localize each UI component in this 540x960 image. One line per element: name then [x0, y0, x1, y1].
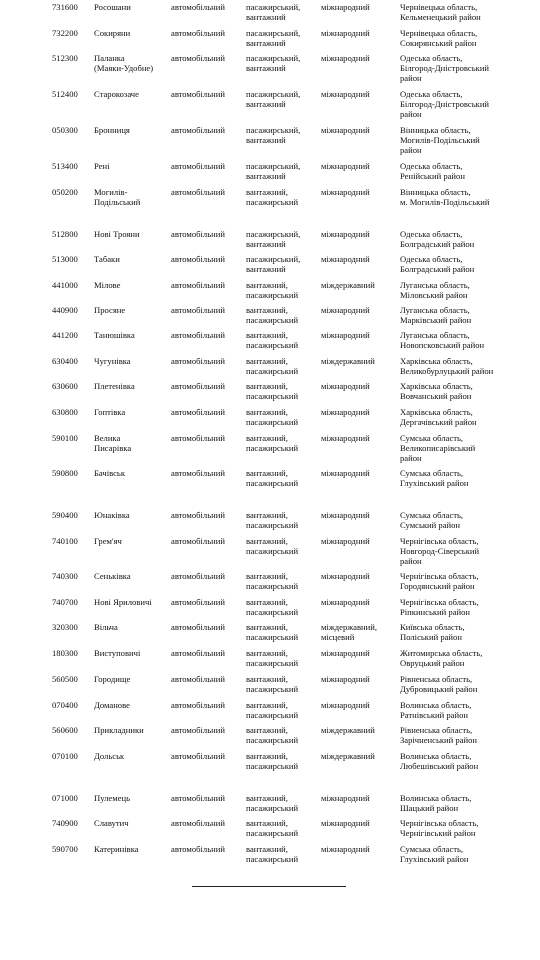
cell-transport: автомобільний	[171, 751, 225, 761]
cell-transport: автомобільний	[171, 818, 225, 828]
cell-transport: автомобільний	[171, 2, 225, 12]
cell-name: Сокиряни	[94, 28, 131, 38]
cell-code: 320300	[52, 622, 78, 632]
cell-status: міжнародний	[321, 330, 370, 340]
cell-name: Росошани	[94, 2, 131, 12]
cell-transport: автомобільний	[171, 725, 225, 735]
cell-name: Бачівськ	[94, 468, 126, 478]
cell-location: Чернівецька область, Сокирянський район	[400, 28, 478, 49]
cell-status: міжнародний	[321, 305, 370, 315]
cell-name: Мілове	[94, 280, 121, 290]
cell-status: міждержавний	[321, 725, 375, 735]
cell-kind: пасажирський, вантажний	[246, 28, 301, 49]
cell-location: Харківська область, Великобурлуцький район	[400, 356, 494, 377]
cell-kind: вантажний, пасажирський	[246, 844, 299, 865]
cell-code: 630600	[52, 381, 78, 391]
cell-location: Чернігівська область, Городянський район	[400, 571, 479, 592]
cell-location: Сумська область, Глухівський район	[400, 844, 469, 865]
cell-kind: вантажний, пасажирський	[246, 597, 299, 618]
cell-kind: вантажний, пасажирський	[246, 648, 299, 669]
cell-code: 560600	[52, 725, 78, 735]
cell-code: 731600	[52, 2, 78, 12]
cell-transport: автомобільний	[171, 674, 225, 684]
cell-name: Старокозаче	[94, 89, 139, 99]
cell-kind: вантажний, пасажирський	[246, 725, 299, 746]
cell-location: Сумська область, Великописарівський район	[400, 433, 476, 464]
cell-status: міжнародний	[321, 161, 370, 171]
cell-kind: пасажирський, вантажний	[246, 254, 301, 275]
cell-transport: автомобільний	[171, 622, 225, 632]
cell-kind: пасажирський, вантажний	[246, 89, 301, 110]
cell-kind: пасажирський, вантажний	[246, 2, 301, 23]
cell-kind: вантажний, пасажирський	[246, 468, 299, 489]
cell-status: міждержавний	[321, 751, 375, 761]
cell-status: міжнародний	[321, 254, 370, 264]
cell-status: міжнародний	[321, 125, 370, 135]
cell-code: 740700	[52, 597, 78, 607]
cell-name: Городище	[94, 674, 131, 684]
cell-kind: пасажирський, вантажний	[246, 53, 301, 74]
cell-name: Юнаківка	[94, 510, 130, 520]
cell-transport: автомобільний	[171, 510, 225, 520]
cell-kind: вантажний, пасажирський	[246, 700, 299, 721]
cell-location: Рівненська область, Зарічненський район	[400, 725, 477, 746]
cell-status: міжнародний	[321, 844, 370, 854]
cell-name: Нові Яриловичі	[94, 597, 152, 607]
cell-name: Славутич	[94, 818, 129, 828]
cell-location: Волинська область, Любешівський район	[400, 751, 479, 772]
cell-location: Рівненська область, Дубровицький район	[400, 674, 478, 695]
cell-kind: вантажний, пасажирський	[246, 510, 299, 531]
cell-kind: вантажний, пасажирський	[246, 330, 299, 351]
cell-transport: автомобільний	[171, 571, 225, 581]
cell-transport: автомобільний	[171, 280, 225, 290]
cell-name: Рені	[94, 161, 110, 171]
cell-name: Гоптівка	[94, 407, 126, 417]
cell-kind: вантажний, пасажирський	[246, 280, 299, 301]
cell-location: Сумська область, Глухівський район	[400, 468, 469, 489]
cell-kind: вантажний, пасажирський	[246, 674, 299, 695]
cell-name: Плетенівка	[94, 381, 135, 391]
cell-kind: вантажний, пасажирський	[246, 536, 299, 557]
cell-name: Прикладники	[94, 725, 144, 735]
cell-kind: вантажний, пасажирський	[246, 751, 299, 772]
cell-location: Одеська область, Болградський район	[400, 254, 475, 275]
cell-code: 441000	[52, 280, 78, 290]
cell-name: Велика Писарівка	[94, 433, 132, 454]
cell-name: Дольськ	[94, 751, 125, 761]
cell-kind: пасажирський, вантажний	[246, 125, 301, 146]
cell-name: Грем'яч	[94, 536, 122, 546]
cell-transport: автомобільний	[171, 536, 225, 546]
cell-location: Чернігівська область, Ріпкинський район	[400, 597, 479, 618]
cell-kind: вантажний, пасажирський	[246, 381, 299, 402]
cell-status: міжнародний	[321, 793, 370, 803]
cell-code: 180300	[52, 648, 78, 658]
cell-code: 071000	[52, 793, 78, 803]
cell-location: Чернівецька область, Кельменецький район	[400, 2, 481, 23]
cell-location: Волинська область, Шацький район	[400, 793, 472, 814]
cell-transport: автомобільний	[171, 844, 225, 854]
cell-code: 440900	[52, 305, 78, 315]
cell-name: Виступовичі	[94, 648, 141, 658]
cell-status: міжнародний	[321, 229, 370, 239]
cell-code: 441200	[52, 330, 78, 340]
cell-transport: автомобільний	[171, 330, 225, 340]
cell-location: Одеська область, Болградський район	[400, 229, 475, 250]
cell-status: міжнародний	[321, 818, 370, 828]
cell-transport: автомобільний	[171, 53, 225, 63]
cell-transport: автомобільний	[171, 433, 225, 443]
cell-transport: автомобільний	[171, 229, 225, 239]
cell-code: 513000	[52, 254, 78, 264]
cell-code: 740900	[52, 818, 78, 828]
cell-location: Київська область, Поліський район	[400, 622, 465, 643]
cell-name: Катеринівка	[94, 844, 139, 854]
cell-location: Одеська область, Білгород-Дністровський район	[400, 89, 490, 120]
cell-name: Чугунівка	[94, 356, 131, 366]
cell-kind: вантажний, пасажирський	[246, 356, 299, 377]
cell-kind: вантажний, пасажирський	[246, 571, 299, 592]
cell-transport: автомобільний	[171, 793, 225, 803]
cell-code: 560500	[52, 674, 78, 684]
cell-kind: вантажний, пасажирський	[246, 187, 299, 208]
cell-code: 513400	[52, 161, 78, 171]
cell-name: Бронниця	[94, 125, 130, 135]
cell-code: 740300	[52, 571, 78, 581]
cell-code: 070100	[52, 751, 78, 761]
cell-location: Харківська область, Дергачівський район	[400, 407, 477, 428]
cell-transport: автомобільний	[171, 648, 225, 658]
cell-transport: автомобільний	[171, 125, 225, 135]
cell-location: Луганська область, Міловський район	[400, 280, 470, 301]
cell-code: 512800	[52, 229, 78, 239]
cell-transport: автомобільний	[171, 89, 225, 99]
cell-kind: вантажний, пасажирський	[246, 407, 299, 428]
cell-code: 740100	[52, 536, 78, 546]
cell-transport: автомобільний	[171, 700, 225, 710]
cell-name: Сеньківка	[94, 571, 131, 581]
cell-code: 512300	[52, 53, 78, 63]
cell-code: 590800	[52, 468, 78, 478]
cell-location: Чернігівська область, Новгород-Сіверський район	[400, 536, 480, 567]
cell-kind: вантажний, пасажирський	[246, 793, 299, 814]
cell-transport: автомобільний	[171, 597, 225, 607]
cell-transport: автомобільний	[171, 187, 225, 197]
cell-code: 050200	[52, 187, 78, 197]
cell-code: 630400	[52, 356, 78, 366]
cell-name: Вільча	[94, 622, 118, 632]
cell-name: Нові Трояни	[94, 229, 140, 239]
footer-rule	[192, 886, 346, 887]
cell-status: міжнародний	[321, 433, 370, 443]
cell-transport: автомобільний	[171, 254, 225, 264]
cell-location: Харківська область, Вовчанський район	[400, 381, 473, 402]
cell-name: Пулемець	[94, 793, 130, 803]
cell-location: Луганська область, Новопсковський район	[400, 330, 485, 351]
cell-name: Танюшівка	[94, 330, 135, 340]
cell-status: міжнародний	[321, 571, 370, 581]
cell-transport: автомобільний	[171, 381, 225, 391]
cell-status: міжнародний	[321, 2, 370, 12]
cell-code: 630800	[52, 407, 78, 417]
cell-status: міжнародний	[321, 89, 370, 99]
cell-transport: автомобільний	[171, 161, 225, 171]
cell-location: Вінницька область, м. Могилів-Подільський	[400, 187, 490, 208]
cell-status: міжнародний	[321, 510, 370, 520]
cell-location: Волинська область, Ратнівський район	[400, 700, 472, 721]
cell-status: міжнародний	[321, 407, 370, 417]
cell-code: 070400	[52, 700, 78, 710]
cell-status: міжнародний	[321, 381, 370, 391]
cell-transport: автомобільний	[171, 356, 225, 366]
cell-status: міждержавний, місцевий	[321, 622, 378, 643]
cell-transport: автомобільний	[171, 28, 225, 38]
cell-location: Луганська область, Марківський район	[400, 305, 472, 326]
cell-location: Чернігівська область, Чернігівський район	[400, 818, 479, 839]
cell-code: 590700	[52, 844, 78, 854]
cell-transport: автомобільний	[171, 468, 225, 478]
cell-code: 050300	[52, 125, 78, 135]
cell-location: Одеська область, Ренійський район	[400, 161, 465, 182]
cell-kind: пасажирський, вантажний	[246, 161, 301, 182]
cell-status: міждержавний	[321, 280, 375, 290]
cell-kind: вантажний, пасажирський	[246, 622, 299, 643]
cell-location: Сумська область, Сумський район	[400, 510, 464, 531]
cell-code: 590100	[52, 433, 78, 443]
cell-status: міжнародний	[321, 53, 370, 63]
cell-status: міждержавний	[321, 356, 375, 366]
cell-name: Доманове	[94, 700, 130, 710]
cell-status: міжнародний	[321, 28, 370, 38]
cell-name: Табаки	[94, 254, 120, 264]
cell-transport: автомобільний	[171, 305, 225, 315]
cell-status: міжнародний	[321, 648, 370, 658]
cell-status: міжнародний	[321, 536, 370, 546]
cell-name: Могилів- Подільський	[94, 187, 141, 208]
cell-location: Житомирська область, Овруцький район	[400, 648, 483, 669]
cell-status: міжнародний	[321, 700, 370, 710]
cell-transport: автомобільний	[171, 407, 225, 417]
cell-kind: пасажирський, вантажний	[246, 229, 301, 250]
cell-status: міжнародний	[321, 597, 370, 607]
cell-kind: вантажний, пасажирський	[246, 433, 299, 454]
cell-status: міжнародний	[321, 674, 370, 684]
cell-location: Одеська область, Білгород-Дністровський район	[400, 53, 490, 84]
cell-location: Вінницька область, Могилів-Подільський район	[400, 125, 480, 156]
cell-name: Паланка (Маяки-Удобне)	[94, 53, 154, 74]
cell-code: 512400	[52, 89, 78, 99]
cell-name: Просяне	[94, 305, 126, 315]
cell-status: міжнародний	[321, 468, 370, 478]
cell-code: 590400	[52, 510, 78, 520]
cell-status: міжнародний	[321, 187, 370, 197]
cell-code: 732200	[52, 28, 78, 38]
cell-kind: вантажний, пасажирський	[246, 305, 299, 326]
cell-kind: вантажний, пасажирський	[246, 818, 299, 839]
